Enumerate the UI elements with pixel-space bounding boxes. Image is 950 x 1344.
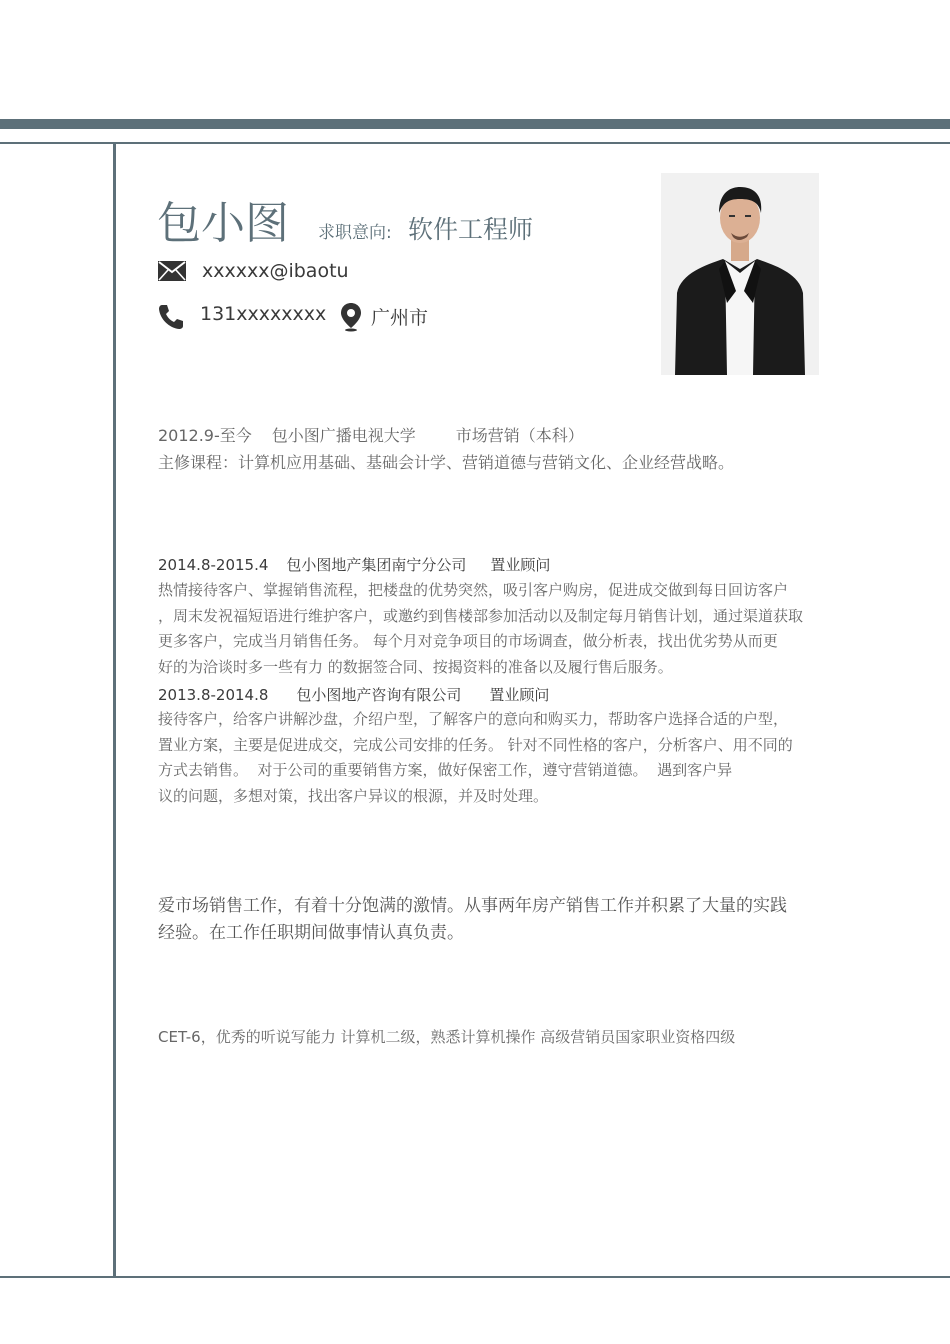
location-pin-icon: [340, 302, 362, 332]
candidate-name: 包小图: [157, 198, 289, 249]
email-address: xxxxxx@ibaotu: [202, 260, 349, 282]
education-courses: 主修课程：计算机应用基础、基础会计学、营销道德与营销文化、企业经营战略。: [158, 453, 735, 472]
education-school: 包小图广播电视大学: [271, 426, 416, 445]
experience-period: 2014.8-2015.4: [158, 556, 269, 574]
experience-company: 包小图地产咨询有限公司: [296, 686, 462, 704]
experience-position: 置业顾问: [490, 556, 551, 574]
education-period: 2012.9-至今: [158, 426, 252, 445]
left-vertical-line: [113, 142, 116, 1278]
top-divider-line: [0, 142, 950, 144]
experience-entry-2-description: 接待客户，给客户讲解沙盘，介绍户型，了解客户的意向和购买力，帮助客户选择合适的户型， 置业方案，主要是促进成交，完成公司安排的任务。 针对不同性格的客户，分析客户、用不同的 方式去销售。 对于公司的重要销售方案，做好保密工作，遵守营销道德。 遇到客户异 议的问题，多想对策，找出客户异议的根源，并及时处理。: [158, 710, 793, 805]
education-entry: [158, 423, 584, 446]
job-intent-label: 求职意向:: [318, 223, 392, 243]
mail-icon: [158, 261, 186, 281]
skills-certificates: CET-6，优秀的听说写能力 计算机二级，熟悉计算机操作 高级营销员国家职业资格四级: [158, 1028, 736, 1046]
experience-entry-1-header: [158, 554, 550, 575]
phone-icon: [157, 303, 185, 331]
self-evaluation: 爱市场销售工作，有着十分饱满的激情。从事两年房产销售工作并积累了大量的实践 经验。在工作任职期间做事情认真负责。: [158, 896, 787, 943]
experience-period: 2013.8-2014.8: [158, 686, 269, 704]
job-intent-value: 软件工程师: [408, 215, 534, 244]
education-major: 市场营销（本科）: [455, 426, 584, 445]
experience-company: 包小图地产集团南宁分公司: [286, 556, 467, 574]
bottom-divider-line: [0, 1276, 950, 1278]
top-accent-bar: [0, 119, 950, 129]
phone-number: 131xxxxxxxx: [200, 303, 327, 325]
experience-entry-1-description: 热情接待客户、掌握销售流程，把楼盘的优势突然，吸引客户购房，促进成交做到每日回访客户 ，周末发祝福短语进行维护客户，或邀约到售楼部参加活动以及制定每月销售计划，通过渠道获取 更多客户，完成当月销售任务。 每个月对竞争项目的市场调查，做分析表，找出优劣势从而更 好的为洽谈时多一些有力 的数据签合同、按揭资料的准备以及履行售后服务。: [158, 581, 804, 676]
city: 广州市: [371, 307, 429, 329]
experience-position: 置业顾问: [489, 686, 550, 704]
experience-entry-2-header: [158, 684, 549, 705]
profile-photo: [661, 173, 819, 375]
